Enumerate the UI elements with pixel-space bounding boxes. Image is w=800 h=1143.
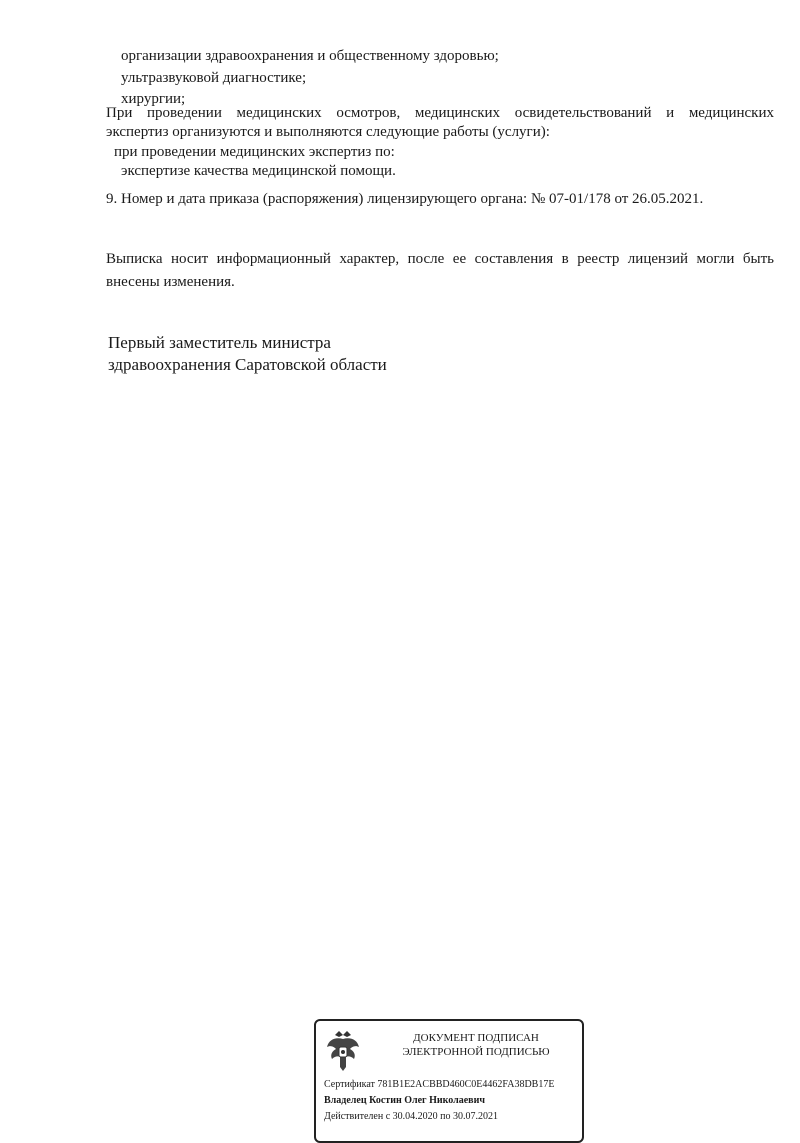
- stamp-title: [376, 1031, 576, 1059]
- text-line-2: ультразвуковой диагностике;: [121, 70, 307, 86]
- stamp-title-line-1: ДОКУМЕНТ ПОДПИСАН: [413, 1032, 539, 1044]
- text-line-6: при проведении медицинских экспертиз по:: [114, 144, 395, 160]
- order-line: 9. Номер и дата приказа (распоряжения) лицензирующего органа: № 07-01/178 от 26.05.2021.: [106, 191, 704, 207]
- signatory-title-2: здравоохранения Саратовской области: [108, 355, 387, 374]
- text-line-3: хирургии;: [121, 91, 186, 107]
- certificate-validity: Действителен с 30.04.2020 по 30.07.2021: [324, 1111, 498, 1122]
- text-line-4: При проведении медицинских осмотров, медицинских освидетельствований и медицинских: [106, 105, 774, 121]
- stamp-title-line-2: ЭЛЕКТРОННОЙ ПОДПИСЬЮ: [402, 1046, 550, 1058]
- electronic-signature-stamp: [314, 1019, 584, 1143]
- text-line-5: экспертиз организуются и выполняются следующие работы (услуги):: [106, 124, 550, 140]
- certificate-owner: Владелец Костин Олег Николаевич: [324, 1095, 485, 1106]
- notice-line-2: внесены изменения.: [106, 274, 235, 290]
- coat-of-arms-icon: [324, 1029, 362, 1073]
- text-line-1: организации здравоохранения и общественному здоровью;: [121, 48, 499, 64]
- notice-line-1: Выписка носит информационный характер, после ее составления в реестр лицензий могли быть: [106, 251, 774, 267]
- text-line-7: экспертизе качества медицинской помощи.: [121, 163, 396, 179]
- signatory-title-1: Первый заместитель министра: [108, 333, 331, 352]
- certificate-number: Сертификат 781B1E2ACBBD460C0E4462FA38DB17E: [324, 1079, 555, 1090]
